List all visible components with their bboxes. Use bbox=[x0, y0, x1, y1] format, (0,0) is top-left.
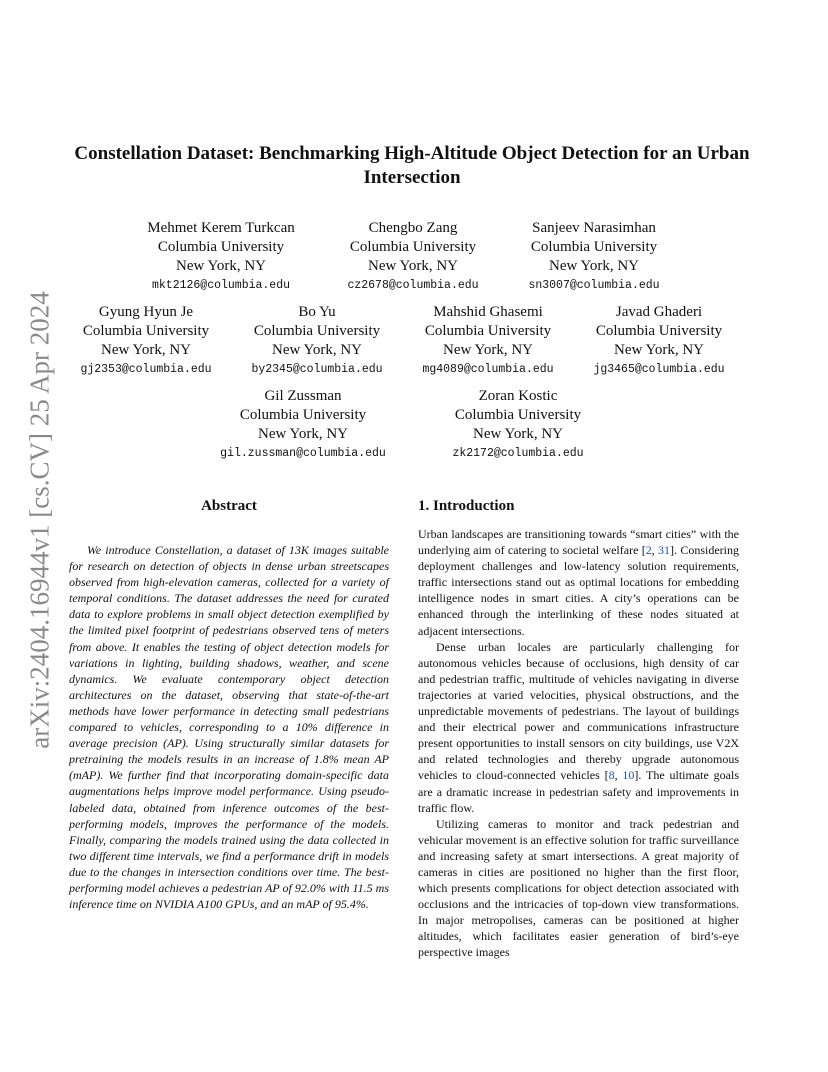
author-location: New York, NY bbox=[100, 342, 191, 358]
author-location: New York, NY bbox=[613, 342, 704, 358]
author-block bbox=[494, 219, 694, 295]
author-name: Mahshid Ghasemi bbox=[433, 304, 543, 320]
author-block bbox=[217, 303, 417, 379]
text-span: , bbox=[614, 768, 623, 783]
author-block bbox=[388, 303, 588, 379]
author-email[interactable]: jg3465@columbia.edu bbox=[593, 363, 725, 376]
author-location: New York, NY bbox=[367, 258, 458, 274]
abstract-text: We introduce Constellation, a dataset of 13K images suitable for research on detection of objects in dense urban streetscapes observed from high-elevation cameras, collected for a variety of temporal conditions. The dataset addresses the need for curated data to explore problems in small object detection exemplified by the limited pixel footprint of pedestrians observed tens of meters from above. It enables the testing of object detection models for variations in lighting, building shadows, weather, and scene dynamics. We evaluate contemporary object detection architectures on the dataset, observing that state-of-the-art methods have lower performance in detecting small pedestrians compared to vehicles, corresponding to a 10% difference in average precision (AP). Using structurally similar datasets for pretraining the models results in an increase of 1.8% mean AP (mAP). We further find that incorporating domain-specific data augmentations helps improve model performance. Using pseudo-labeled data, obtained from inference outcomes of the best-performing models, improves the performance of the models. Finally, comparing the models trained using the data collected in two different time intervals, we find a performance drift in models due to the changes in intersection conditions over time. The best-performing model achieves a pedestrian AP of 92.0% with 11.5 ms inference time on NVIDIA A100 GPUs, and an mAP of 95.4%. bbox=[69, 543, 389, 912]
abstract-heading: Abstract bbox=[201, 498, 257, 514]
author-block bbox=[203, 387, 403, 463]
arxiv-identifier: arXiv:2404.16944v1 [cs.CV] 25 Apr 2024 bbox=[24, 291, 55, 749]
author-name: Gyung Hyun Je bbox=[98, 304, 194, 320]
author-location: New York, NY bbox=[442, 342, 533, 358]
introduction-body bbox=[418, 526, 739, 961]
author-name: Sanjeev Narasimhan bbox=[532, 220, 656, 236]
author-email[interactable]: gj2353@columbia.edu bbox=[80, 363, 212, 376]
author-location: New York, NY bbox=[271, 342, 362, 358]
author-affiliation: Columbia University bbox=[424, 323, 552, 339]
text-span: Dense urban locales are particularly challenging for autonomous vehicles because of occlusions, high density of car and pedestrian traffic, multitude of vehicles navigating in diverse trajectories at varied velocities, physical obstructions, and the unpredictable movements of pedestrians. The layout of buildings and their electrical power and communications infrastructure present opportunities to install sensors on city buildings, use V2X and related technologies and thereby upgrade autonomous vehicles to cloud-connected vehicles [ bbox=[418, 639, 739, 783]
author-affiliation: Columbia University bbox=[454, 407, 582, 423]
citation-link[interactable]: 2 bbox=[645, 543, 652, 558]
paragraph bbox=[418, 639, 739, 816]
author-block bbox=[121, 219, 321, 295]
author-name: Zoran Kostic bbox=[478, 388, 558, 404]
author-email[interactable]: cz2678@columbia.edu bbox=[347, 279, 479, 292]
author-affiliation: Columbia University bbox=[349, 239, 477, 255]
author-affiliation: Columbia University bbox=[530, 239, 658, 255]
author-name: Mehmet Kerem Turkcan bbox=[147, 220, 295, 236]
text-span: , bbox=[651, 543, 659, 558]
author-location: New York, NY bbox=[472, 426, 563, 442]
author-location: New York, NY bbox=[548, 258, 639, 274]
text-span: ]. The ultimate goals are a dramatic increase in pedestrian safety and improvements in traffic flow. bbox=[418, 768, 739, 815]
section-heading-introduction: 1. Introduction bbox=[418, 498, 515, 514]
author-affiliation: Columbia University bbox=[239, 407, 367, 423]
author-block bbox=[313, 219, 513, 295]
author-email[interactable]: mg4089@columbia.edu bbox=[422, 363, 554, 376]
citation-link[interactable]: 31 bbox=[658, 543, 671, 558]
author-name: Javad Ghaderi bbox=[615, 304, 703, 320]
author-name: Chengbo Zang bbox=[368, 220, 458, 236]
author-block bbox=[418, 387, 618, 463]
author-email[interactable]: by2345@columbia.edu bbox=[251, 363, 383, 376]
citation-link[interactable]: 10 bbox=[622, 768, 635, 783]
author-block bbox=[559, 303, 759, 379]
author-affiliation: Columbia University bbox=[253, 323, 381, 339]
author-email[interactable]: gil.zussman@columbia.edu bbox=[220, 447, 386, 460]
text-span: Urban landscapes are transitioning towards “smart cities” with the underlying aim of catering to societal welfare [ bbox=[418, 527, 739, 558]
author-email[interactable]: zk2172@columbia.edu bbox=[452, 447, 584, 460]
author-affiliation: Columbia University bbox=[82, 323, 210, 339]
citation-link[interactable]: 8 bbox=[608, 768, 615, 783]
author-affiliation: Columbia University bbox=[595, 323, 723, 339]
paragraph bbox=[418, 526, 739, 639]
author-email[interactable]: sn3007@columbia.edu bbox=[528, 279, 660, 292]
paper-title: Constellation Dataset: Benchmarking High-Altitude Object Detection for an Urban Intersection bbox=[74, 143, 750, 188]
author-affiliation: Columbia University bbox=[157, 239, 285, 255]
text-span: ]. Considering deployment challenges and low-latency solution requirements, traffic intersections stand out as optimal locations for embedding intelligence nodes in smart cities. A city’s operations can be enhanced through the interlinking of these nodes situated at adjacent intersections. bbox=[418, 543, 739, 638]
author-name: Bo Yu bbox=[298, 304, 336, 320]
author-location: New York, NY bbox=[257, 426, 348, 442]
author-block bbox=[46, 303, 246, 379]
author-location: New York, NY bbox=[175, 258, 266, 274]
paragraph: Utilizing cameras to monitor and track pedestrian and vehicular movement is an effective solution for traffic surveillance and increasing safety at smart intersections. A great majority of cameras in cities are positioned no higher than the first floor, which presents complications for object detection associated with occlusions and the intricacies of top-down view transformations. In major metropolises, cameras can be positioned at higher altitudes, which facilitates easier generation of bird’s-eye perspective images bbox=[418, 816, 739, 960]
author-email[interactable]: mkt2126@columbia.edu bbox=[151, 279, 291, 292]
author-name: Gil Zussman bbox=[264, 388, 342, 404]
